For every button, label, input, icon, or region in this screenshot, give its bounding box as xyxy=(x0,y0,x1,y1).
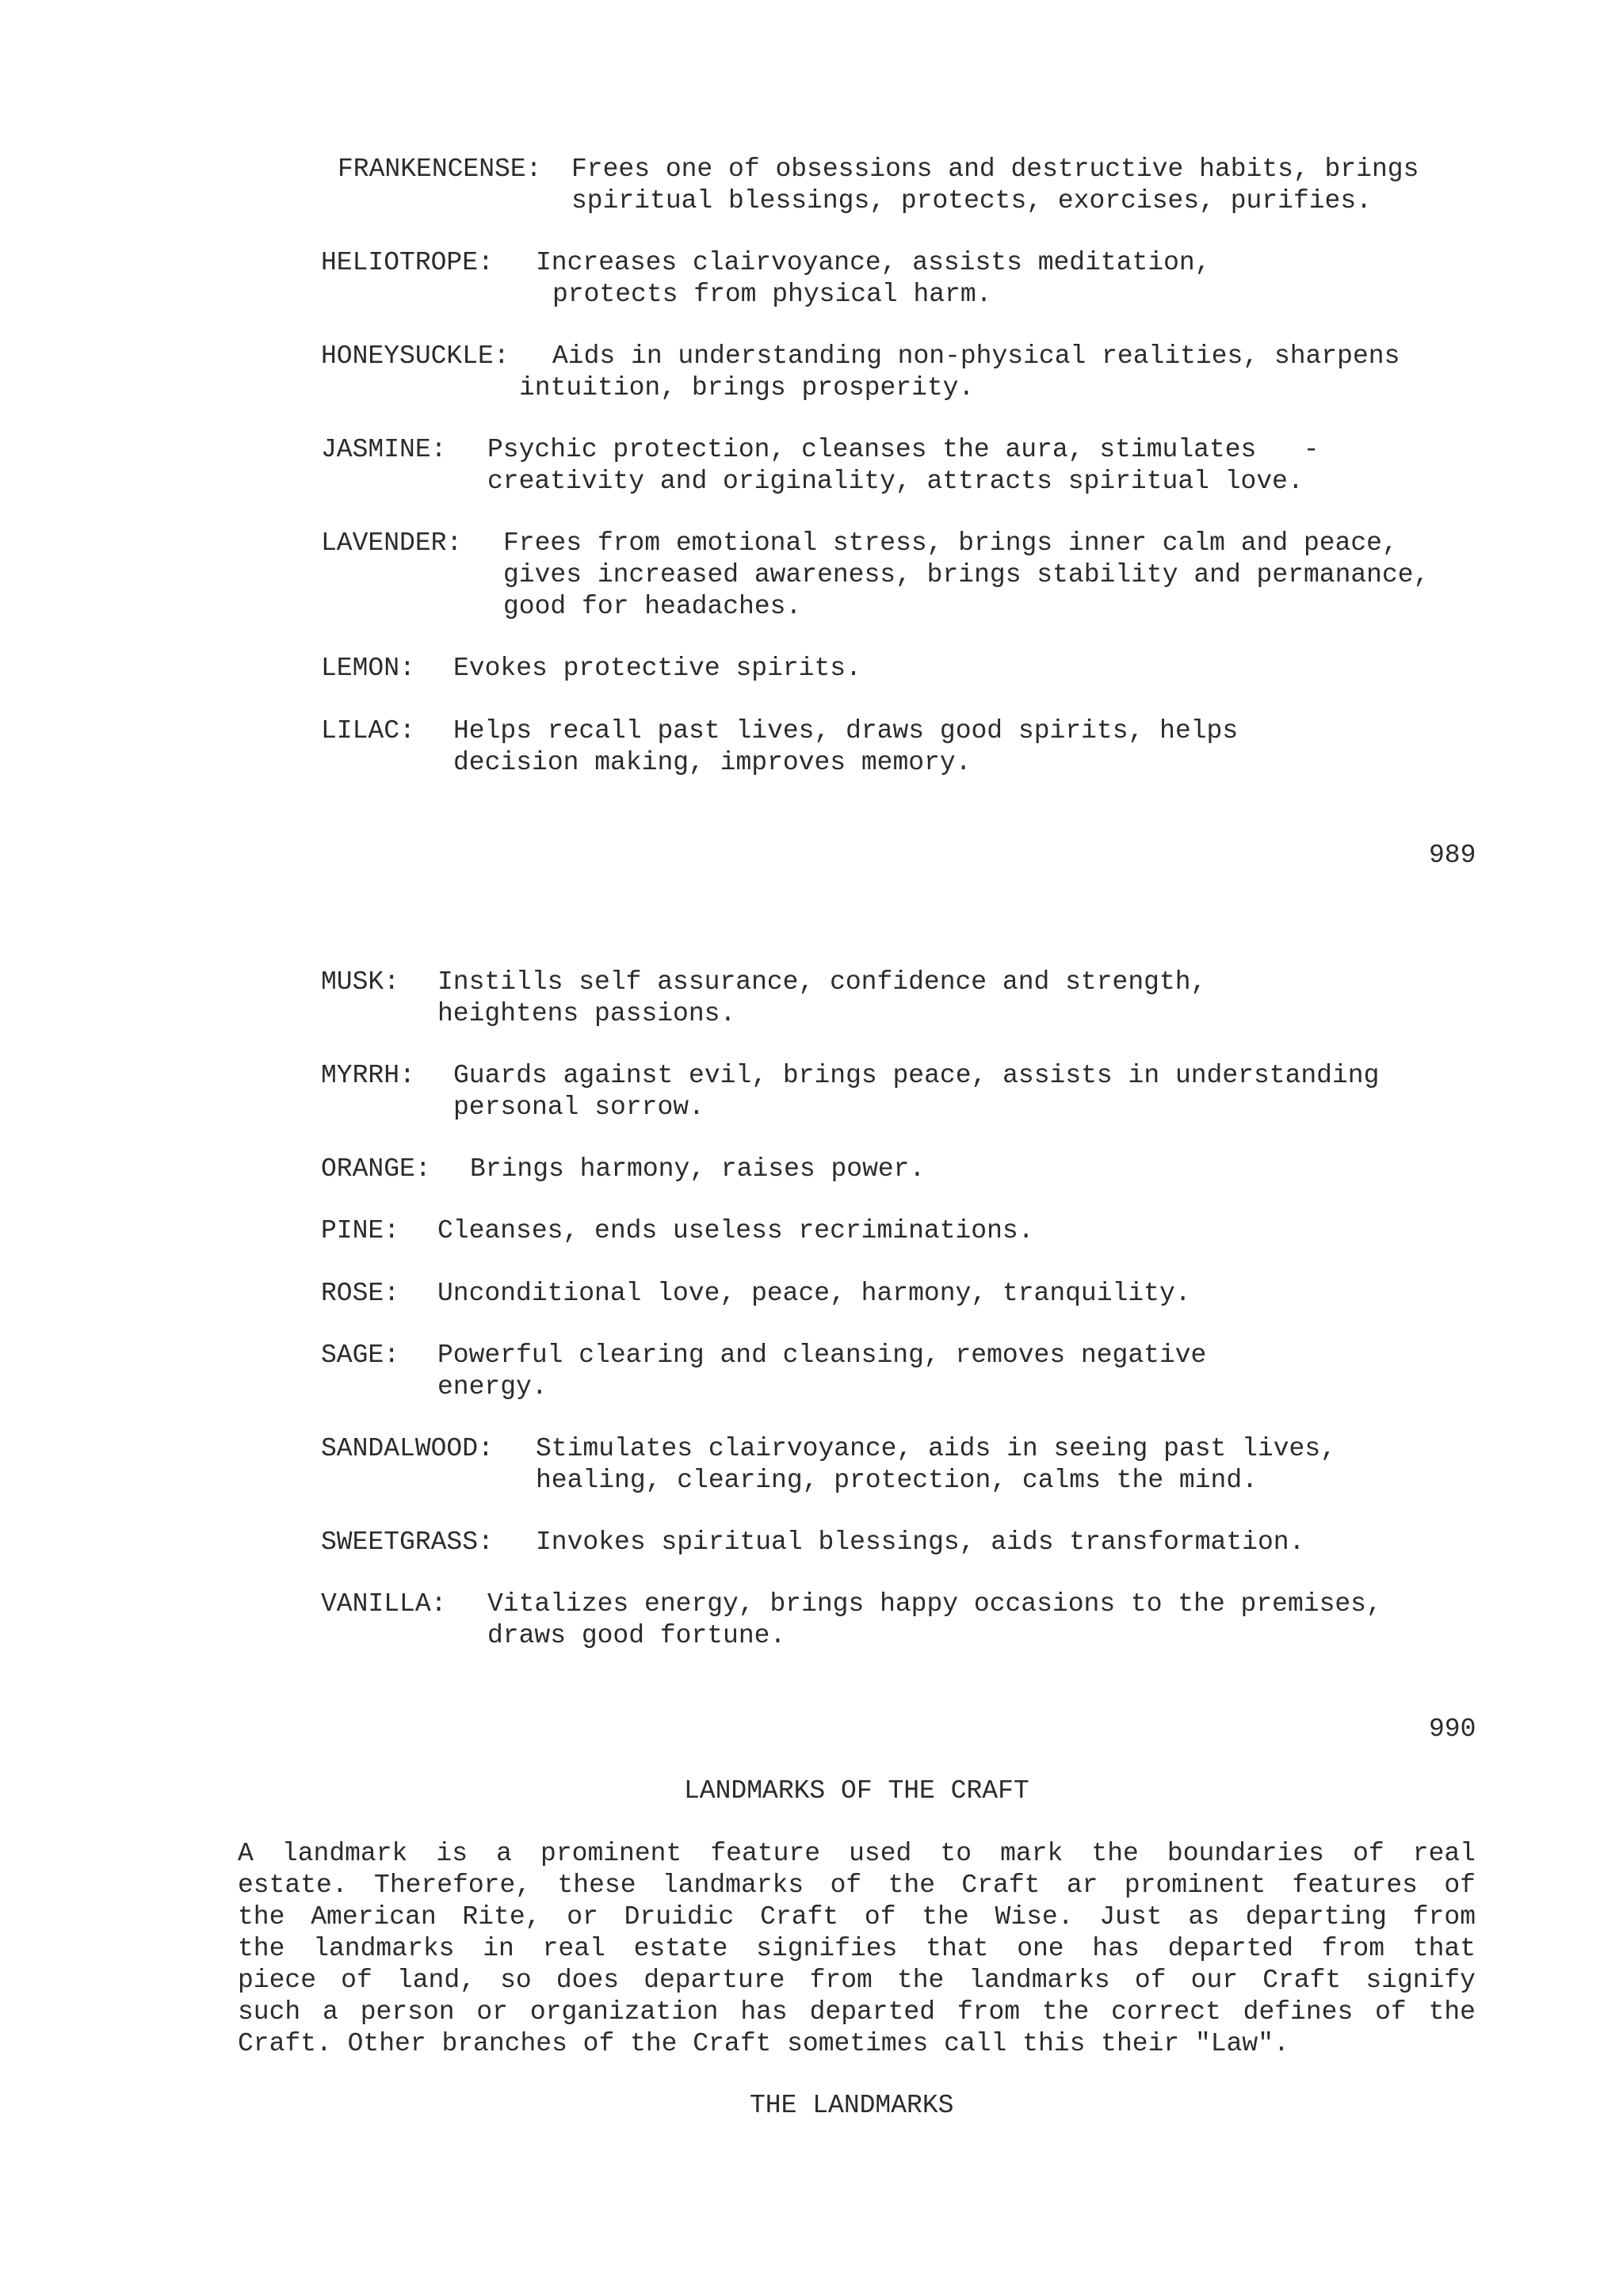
paragraph-line: estate. Therefore, these landmarks of the Craft ar prominent features of xyxy=(238,1871,1476,1900)
entry-term: MYRRH: xyxy=(321,1061,415,1090)
sub-heading: THE LANDMARKS xyxy=(750,2091,954,2120)
entry-text: spiritual blessings, protects, exorcises, purifies. xyxy=(571,186,1372,215)
entry-term: FRANKENCENSE: xyxy=(338,154,542,184)
entry-text: personal sorrow. xyxy=(453,1093,705,1122)
entry-term: LEMON: xyxy=(321,654,415,683)
page-number: 989 xyxy=(1429,841,1476,870)
entry-text: energy. xyxy=(437,1372,548,1402)
entry-text: intuition, brings prosperity. xyxy=(519,373,975,402)
entry-term: SAGE: xyxy=(321,1341,400,1370)
entry-text: Guards against evil, brings peace, assists in understanding xyxy=(453,1061,1380,1090)
entry-text: Increases clairvoyance, assists meditation, xyxy=(536,248,1211,277)
entry-text: healing, clearing, protection, calms the mind. xyxy=(536,1466,1258,1495)
entry-term: ROSE: xyxy=(321,1279,400,1308)
page-number: 990 xyxy=(1429,1714,1476,1744)
paragraph-line: piece of land, so does departure from the landmarks of our Craft signify xyxy=(238,1966,1476,1995)
entry-term: JASMINE: xyxy=(321,435,447,464)
entry-text: Frees one of obsessions and destructive habits, brings xyxy=(571,154,1419,184)
entry-text: Cleanses, ends useless recriminations. xyxy=(437,1216,1034,1245)
entry-term: ORANGE: xyxy=(321,1154,431,1184)
entry-text: Instills self assurance, confidence and strength, xyxy=(437,967,1207,997)
entry-term: MUSK: xyxy=(321,967,400,997)
entry-term: SWEETGRASS: xyxy=(321,1527,494,1557)
paragraph-line: the landmarks in real estate signifies that one has departed from that xyxy=(238,1934,1476,1963)
paragraph-line: Craft. Other branches of the Craft sometimes call this their "Law". xyxy=(238,2029,1289,2058)
paragraph-line: such a person or organization has departed from the correct defines of the xyxy=(238,1997,1476,2027)
entry-text: Helps recall past lives, draws good spirits, helps xyxy=(453,716,1239,746)
entry-term: HONEYSUCKLE: xyxy=(321,341,510,371)
entry-text: Frees from emotional stress, brings inner calm and peace, xyxy=(503,528,1398,558)
entry-text: creativity and originality, attracts spiritual love. xyxy=(487,467,1304,496)
entry-term: VANILLA: xyxy=(321,1589,447,1619)
entry-term: LILAC: xyxy=(321,716,415,746)
entry-text: Unconditional love, peace, harmony, tranquility. xyxy=(437,1279,1191,1308)
entry-text: Brings harmony, raises power. xyxy=(470,1154,926,1184)
entry-term: SANDALWOOD: xyxy=(321,1434,494,1463)
entry-term: LAVENDER: xyxy=(321,528,463,558)
entry-text: Powerful clearing and cleansing, removes negative xyxy=(437,1341,1207,1370)
paragraph-line: the American Rite, or Druidic Craft of the Wise. Just as departing from xyxy=(238,1902,1476,1932)
entry-text: gives increased awareness, brings stability and permanance, xyxy=(503,560,1430,589)
entry-text: Evokes protective spirits. xyxy=(453,654,861,683)
entry-text: protects from physical harm. xyxy=(552,280,992,309)
entry-text: decision making, improves memory. xyxy=(453,748,972,777)
entry-text: draws good fortune. xyxy=(487,1621,786,1650)
entry-text: Vitalizes energy, brings happy occasions to the premises, xyxy=(487,1589,1382,1619)
entry-text: Aids in understanding non-physical realities, sharpens xyxy=(552,341,1400,371)
entry-text: Stimulates clairvoyance, aids in seeing past lives, xyxy=(536,1434,1336,1463)
entry-term: HELIOTROPE: xyxy=(321,248,494,277)
entry-text: Psychic protection, cleanses the aura, stimulates - xyxy=(487,435,1319,464)
entry-text: good for headaches. xyxy=(503,592,802,621)
entry-term: PINE: xyxy=(321,1216,400,1245)
entry-text: heightens passions. xyxy=(437,999,736,1028)
section-heading: LANDMARKS OF THE CRAFT xyxy=(684,1776,1029,1806)
entry-text: Invokes spiritual blessings, aids transformation. xyxy=(536,1527,1305,1557)
paragraph-line: A landmark is a prominent feature used to mark the boundaries of real xyxy=(238,1839,1476,1868)
